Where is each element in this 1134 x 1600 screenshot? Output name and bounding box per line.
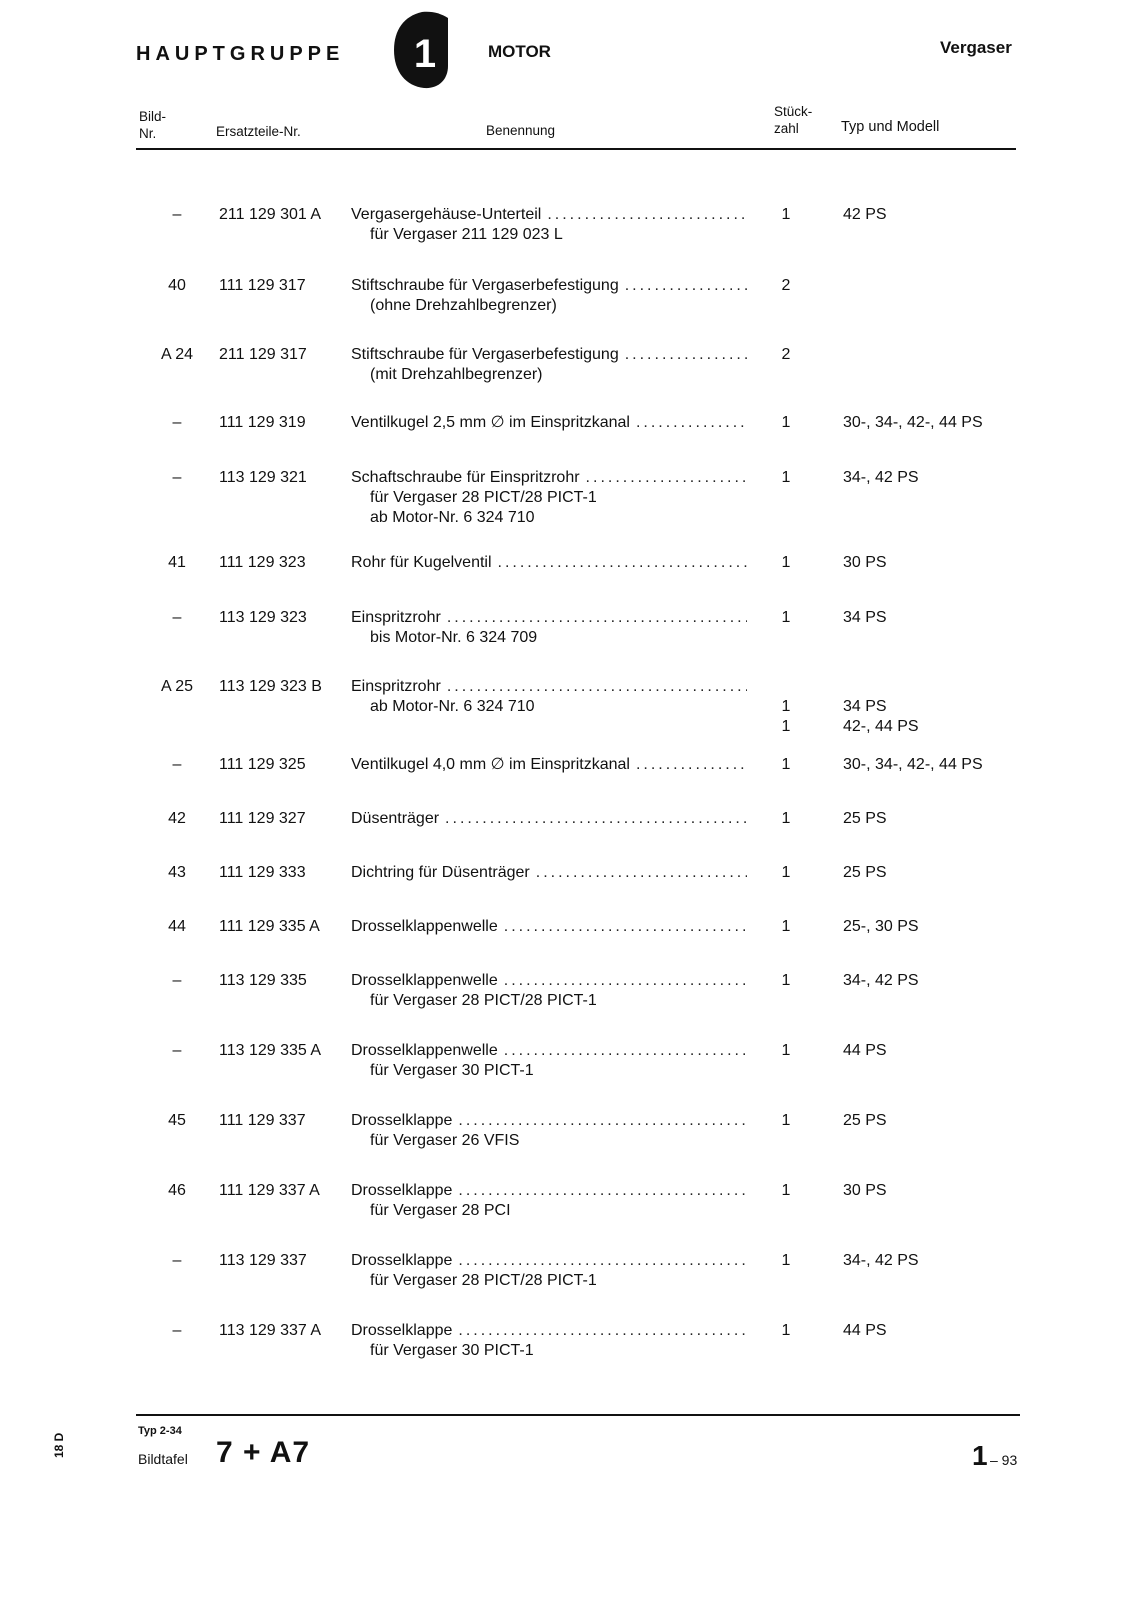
row-part-number: 113 129 335 A — [219, 1042, 322, 1059]
row-part-number: 111 129 319 — [219, 414, 306, 431]
row-bild-nr: 44 — [168, 918, 186, 935]
row-part-number: 113 129 337 A — [219, 1322, 322, 1339]
row-quantity-value: 1 — [781, 1042, 791, 1059]
leader-dots — [445, 809, 747, 829]
row-bild-nr: 46 — [168, 1182, 186, 1199]
row-description-main: Vergasergehäuse-Unterteil — [351, 206, 542, 223]
footer-bildtafel-label: Bildtafel — [138, 1451, 188, 1467]
leader-dots — [504, 1041, 747, 1061]
row-part-number: 211 129 317 — [219, 346, 307, 363]
row-description-main: Stiftschraube für Vergaserbefestigung — [351, 277, 619, 294]
footer-divider — [136, 1414, 1020, 1416]
row-quantity-value: 1 — [781, 414, 791, 431]
row-typ-value: 30-, 34-, 42-, 44 PS — [843, 414, 983, 431]
row-description-sub: (ohne Drehzahlbegrenzer) — [370, 297, 557, 314]
leader-dots — [447, 608, 747, 628]
row-typ-value: 25 PS — [843, 1112, 887, 1129]
row-description-main: Drosselklappenwelle — [351, 918, 498, 935]
row-description — [351, 809, 747, 829]
footer-bildtafel-value: 7 + A7 — [216, 1436, 311, 1469]
row-typ-modell — [843, 755, 983, 775]
row-typ-modell — [843, 1181, 887, 1201]
row-description-sub: für Vergaser 28 PICT/28 PICT-1 — [370, 1272, 597, 1289]
row-quantity-value: 1 — [781, 1252, 791, 1269]
row-bild-nr: 43 — [168, 864, 186, 881]
row-description-main: Drosselklappe — [351, 1182, 453, 1199]
row-typ-value: 42-, 44 PS — [843, 718, 919, 735]
row-typ-modell — [843, 917, 919, 937]
row-bild-nr: – — [172, 972, 182, 989]
row-part-number: 111 129 317 — [219, 277, 306, 294]
row-quantity-value — [775, 677, 797, 697]
row-description-main: Dichtring für Düsenträger — [351, 864, 530, 881]
row-bild-nr: – — [172, 206, 182, 223]
leader-dots — [458, 1181, 747, 1201]
col-ersatzteile-nr: Ersatzteile-Nr. — [216, 124, 301, 139]
row-quantity — [775, 755, 797, 775]
row-part-number: 111 129 333 — [219, 864, 306, 881]
row-quantity — [775, 1251, 797, 1271]
row-quantity — [775, 917, 797, 937]
row-typ-value: 30 PS — [843, 554, 887, 571]
col-bild-nr-line2: Nr. — [139, 126, 157, 141]
footer-side-code: 18 D — [52, 1432, 66, 1458]
row-description — [351, 1251, 747, 1291]
leader-dots — [636, 755, 747, 775]
row-description-main: Stiftschraube für Vergaserbefestigung — [351, 346, 619, 363]
row-description-sub: für Vergaser 28 PCI — [370, 1202, 511, 1219]
row-description — [351, 608, 747, 648]
row-typ-modell — [843, 1321, 887, 1341]
row-description-main: Schaftschraube für Einspritzrohr — [351, 469, 580, 486]
leader-dots — [504, 917, 747, 937]
row-typ-modell — [843, 677, 919, 737]
row-bild-nr: – — [172, 1322, 182, 1339]
row-description-main: Ventilkugel 4,0 mm ∅ im Einspritzkanal — [351, 756, 630, 773]
row-quantity-value: 1 — [781, 206, 791, 223]
row-description — [351, 468, 747, 528]
row-part-number: 111 129 325 — [219, 756, 306, 773]
row-quantity-value: 1 — [781, 1112, 791, 1129]
row-typ-modell — [843, 809, 887, 829]
row-part-number: 113 129 323 B — [219, 678, 322, 695]
footer-page-main: 1 — [972, 1440, 988, 1471]
row-quantity — [775, 413, 797, 433]
row-typ-value: 44 PS — [843, 1322, 887, 1339]
leader-dots — [547, 205, 747, 225]
row-description-sub: ab Motor-Nr. 6 324 710 — [370, 698, 535, 715]
row-quantity-value: 1 — [781, 972, 791, 989]
row-typ-value — [843, 677, 919, 697]
row-bild-nr: – — [172, 609, 182, 626]
row-quantity-value: 1 — [781, 718, 791, 735]
row-description-sub: für Vergaser 211 129 023 L — [370, 226, 563, 243]
row-quantity-value: 2 — [781, 277, 791, 294]
row-quantity-value: 1 — [781, 756, 791, 773]
row-description-main: Drosselklappe — [351, 1112, 453, 1129]
row-quantity — [775, 677, 797, 737]
row-quantity — [775, 1111, 797, 1131]
row-bild-nr: – — [172, 469, 182, 486]
leader-dots — [625, 276, 747, 296]
row-quantity — [775, 608, 797, 628]
row-bild-nr: A 24 — [160, 346, 194, 363]
row-description — [351, 755, 747, 775]
row-description-main: Ventilkugel 2,5 mm ∅ im Einspritzkanal — [351, 414, 630, 431]
row-bild-nr: 40 — [168, 277, 186, 294]
row-description-sub: für Vergaser 30 PICT-1 — [370, 1062, 534, 1079]
row-description-main: Rohr für Kugelventil — [351, 554, 492, 571]
row-description — [351, 1181, 747, 1221]
leader-dots — [636, 413, 747, 433]
row-description — [351, 553, 747, 573]
row-bild-nr: 42 — [168, 810, 186, 827]
row-part-number: 113 129 337 — [219, 1252, 307, 1269]
row-quantity — [775, 276, 797, 296]
col-benennung: Benennung — [486, 123, 556, 138]
leader-dots — [458, 1111, 747, 1131]
row-typ-modell — [843, 863, 887, 883]
row-typ-value: 34 PS — [843, 609, 887, 626]
row-description — [351, 917, 747, 937]
row-description — [351, 205, 747, 245]
row-bild-nr: 41 — [168, 554, 186, 571]
leader-dots — [458, 1251, 747, 1271]
row-bild-nr: – — [172, 1252, 182, 1269]
row-part-number: 111 129 327 — [219, 810, 306, 827]
col-typ-und-modell: Typ und Modell — [841, 119, 940, 135]
row-quantity — [775, 1041, 797, 1061]
row-bild-nr: – — [172, 756, 182, 773]
row-description — [351, 276, 747, 316]
leader-dots — [458, 1321, 747, 1341]
row-description-main: Drosselklappe — [351, 1322, 453, 1339]
row-description — [351, 1321, 747, 1361]
row-part-number: 113 129 321 — [219, 469, 307, 486]
footer-page-sub: – 93 — [990, 1452, 1018, 1468]
row-typ-modell — [843, 1251, 919, 1271]
row-description — [351, 677, 747, 717]
group-number: 1 — [413, 32, 437, 76]
main-group-title: HAUPTGRUPPE — [136, 43, 345, 65]
row-quantity-value: 1 — [781, 1182, 791, 1199]
leader-dots — [498, 553, 747, 573]
row-quantity — [775, 1321, 797, 1341]
leader-dots — [504, 971, 747, 991]
row-description-sub: für Vergaser 30 PICT-1 — [370, 1342, 534, 1359]
row-description-main: Einspritzrohr — [351, 678, 441, 695]
row-description-sub: für Vergaser 28 PICT/28 PICT-1 — [370, 992, 597, 1009]
leader-dots — [586, 468, 747, 488]
row-typ-modell — [843, 608, 887, 628]
row-typ-modell — [843, 553, 887, 573]
row-description-main: Drosselklappe — [351, 1252, 453, 1269]
row-quantity-value: 1 — [781, 864, 791, 881]
row-quantity — [775, 809, 797, 829]
row-bild-nr: – — [172, 1042, 182, 1059]
row-typ-modell — [843, 205, 887, 225]
col-bild-nr-line1: Bild- — [139, 109, 167, 124]
row-typ-value: 30-, 34-, 42-, 44 PS — [843, 756, 983, 773]
row-quantity-value: 1 — [781, 918, 791, 935]
row-typ-modell — [843, 1041, 887, 1061]
row-description-sub: für Vergaser 28 PICT/28 PICT-1 — [370, 489, 597, 506]
row-part-number: 111 129 335 A — [219, 918, 320, 935]
leader-dots — [447, 677, 747, 697]
row-description-main: Düsenträger — [351, 810, 440, 827]
leader-dots — [625, 345, 747, 365]
row-typ-value: 42 PS — [843, 206, 887, 223]
row-description-main: Einspritzrohr — [351, 609, 441, 626]
row-part-number: 111 129 323 — [219, 554, 306, 571]
section-title: MOTOR — [488, 42, 551, 61]
subject-title: Vergaser — [940, 38, 1012, 57]
row-typ-value: 25-, 30 PS — [843, 918, 919, 935]
row-description-sub: bis Motor-Nr. 6 324 709 — [370, 629, 538, 646]
row-quantity-value: 2 — [781, 346, 791, 363]
row-typ-modell — [843, 413, 983, 433]
row-quantity-value: 1 — [781, 698, 791, 715]
row-typ-modell — [843, 971, 919, 991]
row-part-number: 111 129 337 A — [219, 1182, 320, 1199]
row-quantity — [775, 468, 797, 488]
col-stueckzahl-line1: Stück- — [774, 104, 813, 119]
row-description — [351, 863, 747, 883]
row-quantity-value: 1 — [781, 810, 791, 827]
row-typ-value: 25 PS — [843, 810, 887, 827]
row-quantity — [775, 553, 797, 573]
row-description — [351, 1041, 747, 1081]
col-stueckzahl-line2: zahl — [774, 121, 799, 136]
row-description-main: Drosselklappenwelle — [351, 972, 498, 989]
footer-typ: Typ 2-34 — [138, 1425, 182, 1437]
row-quantity — [775, 205, 797, 225]
row-quantity — [775, 345, 797, 365]
row-quantity-value: 1 — [781, 469, 791, 486]
row-description-main: Drosselklappenwelle — [351, 1042, 498, 1059]
row-part-number: 211 129 301 A — [219, 206, 322, 223]
row-typ-value: 25 PS — [843, 864, 887, 881]
row-typ-value: 34 PS — [843, 698, 887, 715]
row-description — [351, 971, 747, 1011]
row-typ-value: 34-, 42 PS — [843, 1252, 919, 1269]
row-part-number: 113 129 335 — [219, 972, 307, 989]
row-description — [351, 413, 747, 433]
row-description — [351, 345, 747, 385]
row-part-number: 111 129 337 — [219, 1112, 306, 1129]
row-typ-modell — [843, 1111, 887, 1131]
row-typ-value: 44 PS — [843, 1042, 887, 1059]
row-part-number: 113 129 323 — [219, 609, 307, 626]
row-bild-nr: A 25 — [160, 678, 194, 695]
row-description-sub: für Vergaser 26 VFIS — [370, 1132, 520, 1149]
leader-dots — [536, 863, 747, 883]
row-bild-nr: – — [172, 414, 182, 431]
row-quantity-value: 1 — [781, 1322, 791, 1339]
row-typ-modell — [843, 468, 919, 488]
row-typ-value: 34-, 42 PS — [843, 972, 919, 989]
row-bild-nr: 45 — [168, 1112, 186, 1129]
row-description — [351, 1111, 747, 1151]
row-quantity — [775, 863, 797, 883]
row-typ-value: 34-, 42 PS — [843, 469, 919, 486]
row-quantity — [775, 971, 797, 991]
row-description-sub: ab Motor-Nr. 6 324 710 — [370, 509, 535, 526]
row-quantity — [775, 1181, 797, 1201]
row-description-sub: (mit Drehzahlbegrenzer) — [370, 366, 543, 383]
row-quantity-value: 1 — [781, 554, 791, 571]
row-quantity-value: 1 — [781, 609, 791, 626]
row-typ-value: 30 PS — [843, 1182, 887, 1199]
